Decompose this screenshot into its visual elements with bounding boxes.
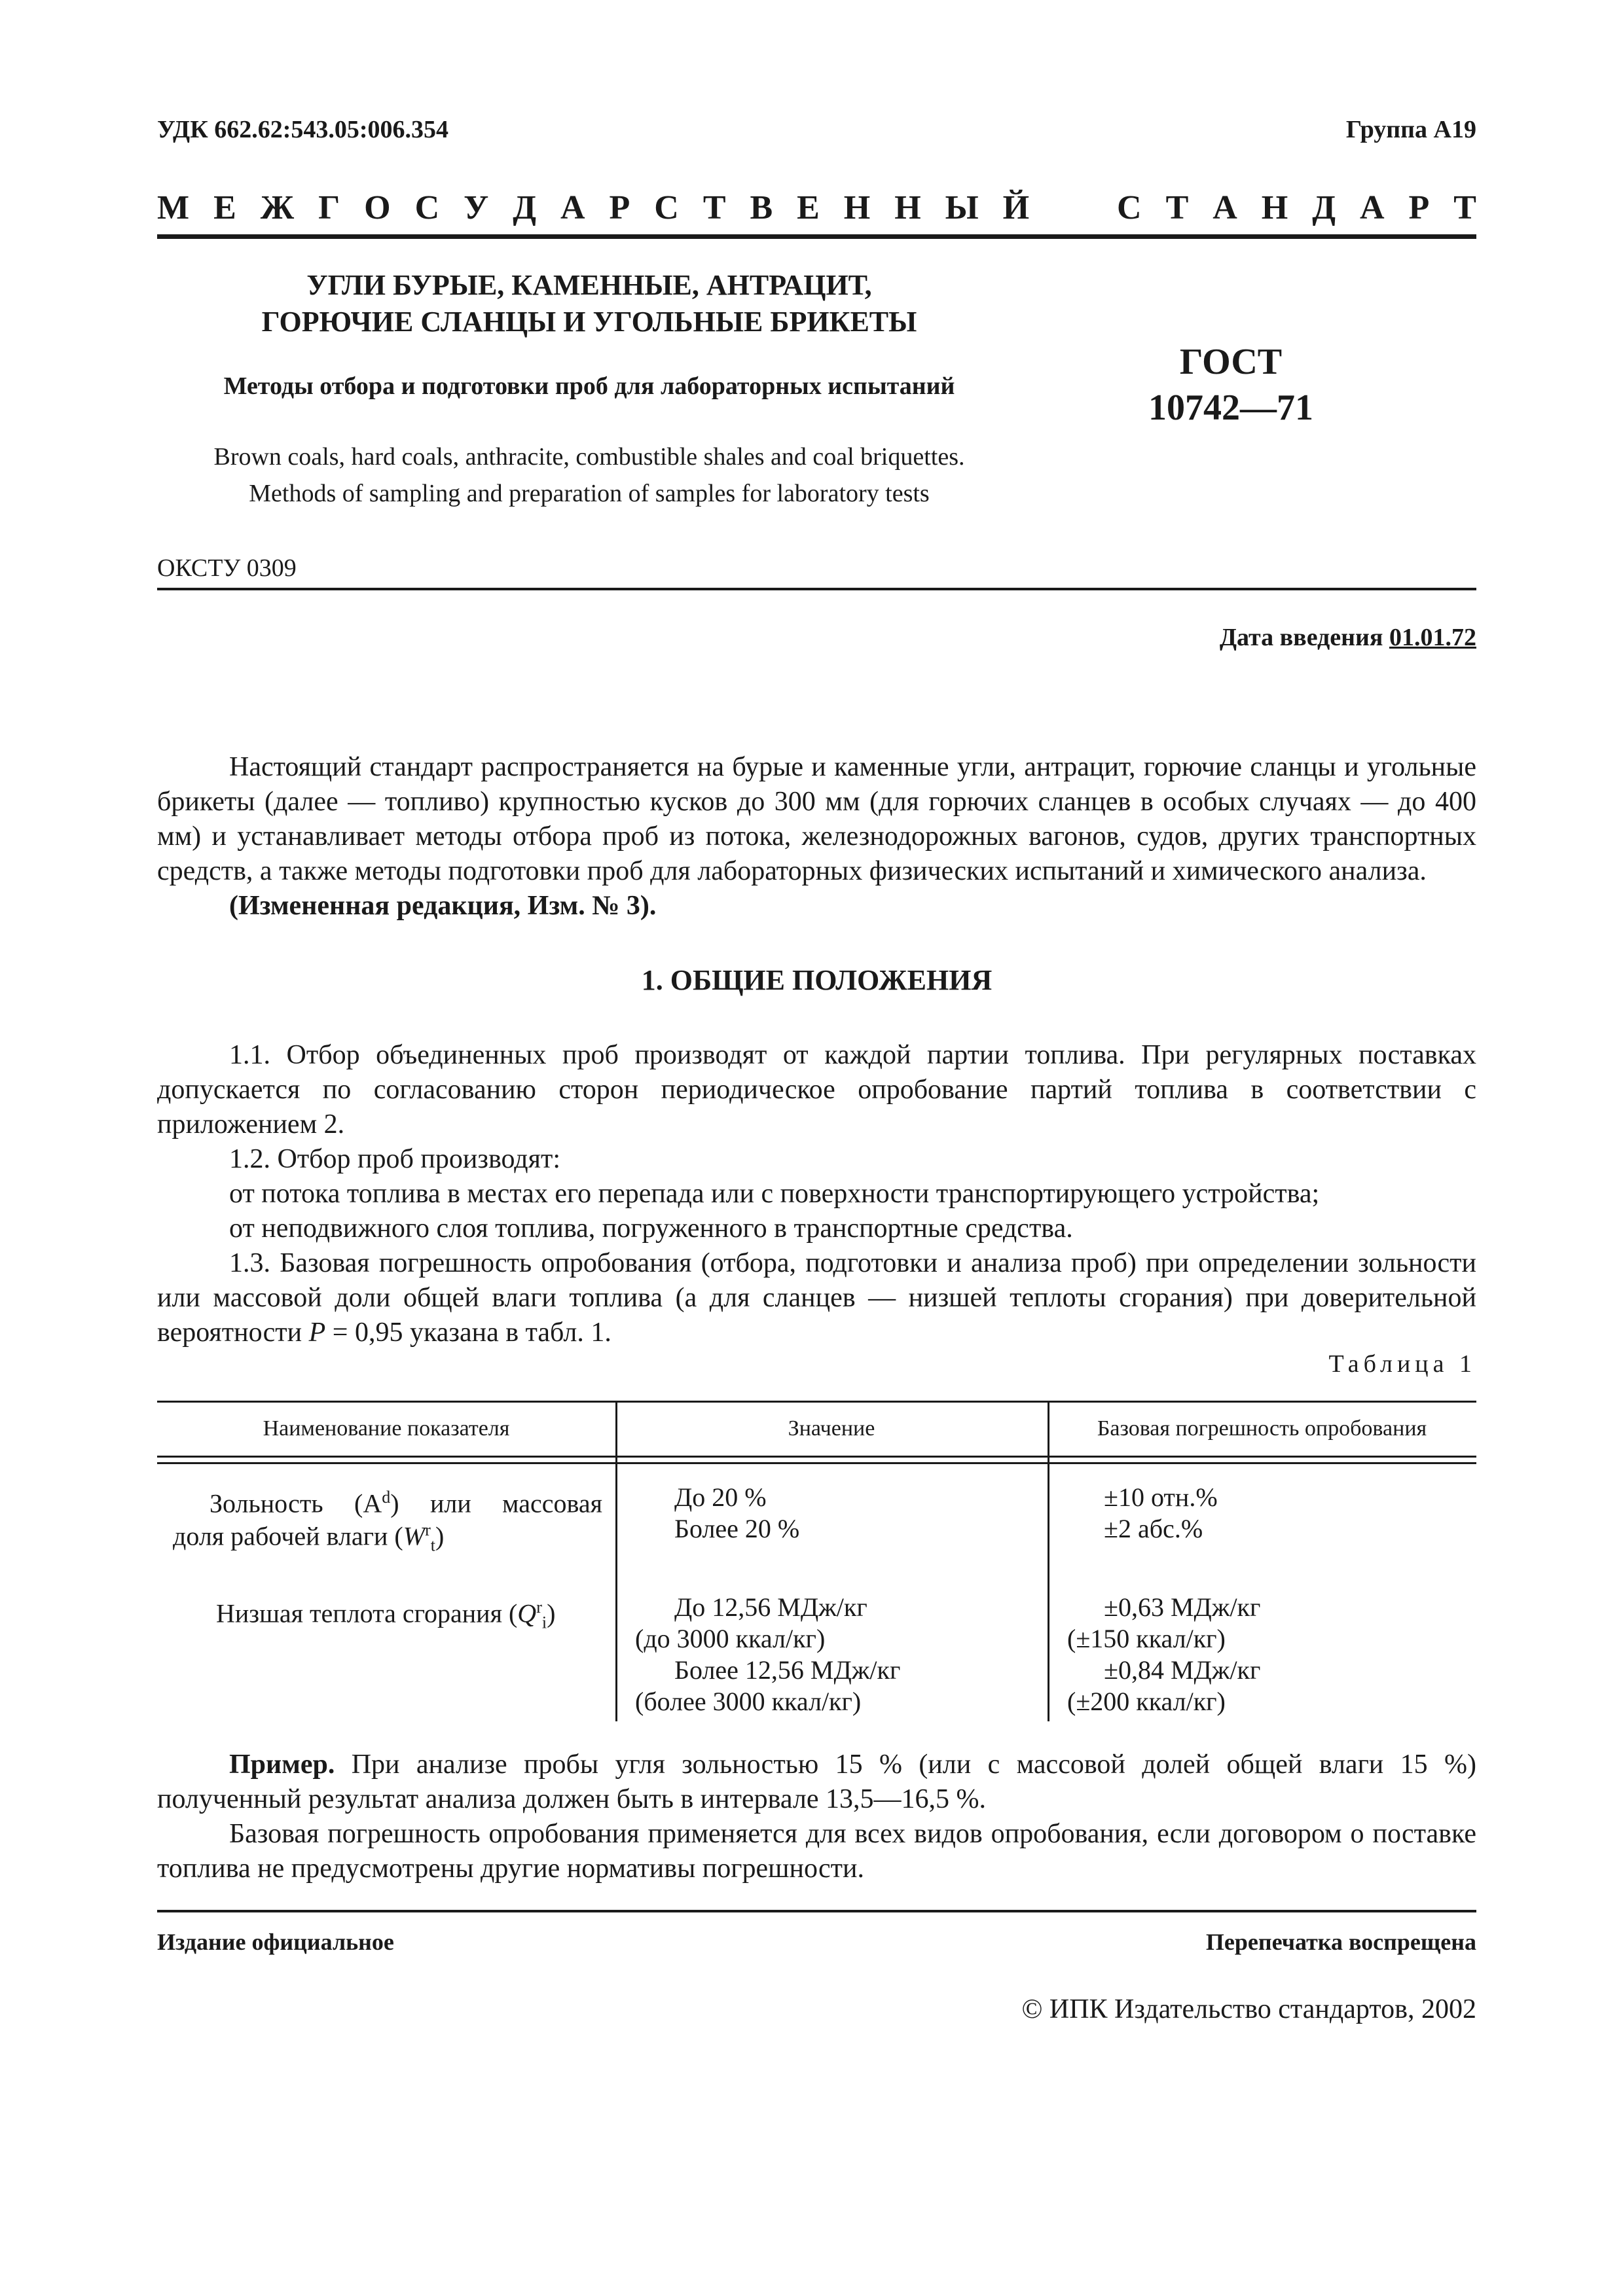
- row-2-values: [635, 1592, 900, 1717]
- row-1-name-line-2: [173, 1515, 618, 1561]
- amendment-note: (Измененная редакция, Изм. № 3).: [229, 891, 657, 921]
- table-top-rule: [157, 1401, 1476, 1403]
- row-2-value: Более 12,56 МДж/кг: [674, 1655, 901, 1685]
- banner-letter: Г: [318, 188, 340, 226]
- row-2-error: ±0,63 МДж/кг: [1104, 1592, 1261, 1622]
- title-line-1: УГЛИ БУРЫЕ, КАМЕННЫЕ, АНТРАЦИТ,: [306, 269, 872, 301]
- row-1-name-tail: ) или массовая: [390, 1488, 602, 1518]
- table-label: Таблица 1: [1328, 1350, 1476, 1378]
- banner-letter: Д: [513, 188, 537, 226]
- row-1-name-text: Зольность (A: [210, 1488, 382, 1518]
- row-2-error: (±200 ккал/кг): [1067, 1687, 1226, 1716]
- footer: [157, 1928, 1476, 1956]
- banner-letter: Т: [1165, 188, 1189, 226]
- banner-letter: Ж: [260, 188, 295, 226]
- table-header-rule: [157, 1456, 1476, 1458]
- ash-superscript: d: [382, 1488, 391, 1507]
- banner-letter: У: [464, 188, 489, 226]
- row-2-error: ±0,84 МДж/кг: [1104, 1655, 1261, 1685]
- okstu-rule: [157, 588, 1476, 590]
- intro-paragraph: Настоящий стандарт распространяется на бурые и каменные угли, антрацит, горючие сланцы и угольные брикеты (далее — топливо) крупностью кусков до 300 мм (для горючих сланцев в особых случаях — до 400 мм) и устанавливает методы отбора проб из потока, железнодорожных вагонов, судов, других транспортных средств, а также методы подготовки проб для лабораторных физических испытаний и химического анализа.: [157, 752, 1476, 886]
- document-subtitle: Методы отбора и подготовки проб для лабораторных испытаний: [223, 372, 955, 400]
- row-2-value: До 12,56 МДж/кг: [674, 1592, 867, 1622]
- table-header-value: Значение: [788, 1416, 875, 1441]
- paragraph-1-2-a: от потока топлива в местах его перепада или с поверхности транспортирующего устройства;: [229, 1179, 1320, 1209]
- banner-letter: В: [750, 188, 773, 226]
- row-2-value: (до 3000 ккал/кг): [635, 1624, 826, 1653]
- table-column-divider: [1048, 1401, 1049, 1721]
- group-code: Группа А19: [1345, 116, 1476, 143]
- moisture-symbol: W: [403, 1521, 426, 1551]
- row-2-name-text: Низшая теплота сгорания (: [216, 1598, 518, 1628]
- banner-letter: О: [364, 188, 391, 226]
- okstu-code: ОКСТУ 0309: [157, 554, 297, 582]
- moisture-subscript: t: [430, 1535, 435, 1555]
- row-2-name: [216, 1592, 555, 1638]
- example-paragraph: [157, 1748, 1476, 1817]
- copyright: © ИПК Издательство стандартов, 2002: [1021, 1994, 1476, 2024]
- row-2-error: (±150 ккал/кг): [1067, 1624, 1226, 1653]
- row-1-values: [674, 1482, 799, 1545]
- footer-rule: [157, 1910, 1476, 1912]
- title-line-2: ГОРЮЧИЕ СЛАНЦЫ И УГОЛЬНЫЕ БРИКЕТЫ: [261, 306, 917, 338]
- table-header-rule-double: [157, 1462, 1476, 1464]
- paragraph-1-3-tail: = 0,95 указана в табл. 1.: [325, 1318, 611, 1348]
- english-title-line-1: Brown coals, hard coals, anthracite, combustible shales and coal briquettes.: [213, 443, 965, 471]
- paragraph-1-3: [157, 1246, 1476, 1350]
- row-1-value: До 20 %: [674, 1482, 767, 1512]
- gost-number: 10742—71: [1148, 387, 1313, 428]
- banner-letter: С: [1117, 188, 1142, 226]
- banner-letter: Й: [1002, 188, 1030, 226]
- row-2-value: (более 3000 ккал/кг): [635, 1687, 862, 1716]
- gost-label: ГОСТ: [1179, 342, 1283, 382]
- banner-rule: [157, 234, 1476, 239]
- banner-letter: Н: [1261, 188, 1288, 226]
- table-1: [157, 1401, 1476, 1721]
- english-title-line-2: Methods of sampling and preparation of samples for laboratory tests: [249, 480, 930, 507]
- banner-letter: Р: [1408, 188, 1430, 226]
- row-2-name-tail: ): [547, 1598, 556, 1628]
- row-1-errors: [1104, 1482, 1218, 1545]
- row-1-value: Более 20 %: [674, 1514, 800, 1543]
- heat-subscript: i: [541, 1613, 547, 1632]
- section-1-body: [157, 1038, 1476, 1350]
- banner-letter: Е: [797, 188, 820, 226]
- gost-number-block: [1087, 339, 1375, 431]
- banner-letter: А: [1213, 188, 1237, 226]
- row-2-errors: [1067, 1592, 1260, 1717]
- table-header-name: Наименование показателя: [263, 1416, 510, 1441]
- intro-date-value: 01.01.72: [1389, 624, 1476, 651]
- probability-symbol: P: [308, 1318, 326, 1348]
- paragraph-1-3-text: 1.3. Базовая погрешность опробования (отбора, подготовки и анализа проб) при определении зольности или массовой доли общей влаги топлива (а для сланцев — низшей теплоты сгорания) при доверительной вероятности: [157, 1248, 1476, 1348]
- banner-letter: М: [157, 188, 190, 226]
- banner-letter: Т: [702, 188, 726, 226]
- reprint-prohibited: Перепечатка воспрещена: [1205, 1929, 1476, 1955]
- intro-section: [157, 750, 1476, 924]
- english-title: [157, 439, 1021, 512]
- document-title: [157, 267, 1021, 340]
- example-section: [157, 1748, 1476, 1886]
- intro-date: [1220, 623, 1476, 652]
- banner-letter: Р: [609, 188, 630, 226]
- section-heading: 1. ОБЩИЕ ПОЛОЖЕНИЯ: [641, 964, 993, 996]
- banner-letter: Т: [1453, 188, 1476, 226]
- closing-paragraph: Базовая погрешность опробования применяется для всех видов опробования, если договором о поставке топлива не предусмотрены другие нормативы погрешности.: [157, 1819, 1476, 1884]
- heat-symbol: Q: [517, 1598, 537, 1628]
- row-1-name-line-1: [210, 1482, 602, 1519]
- example-text: При анализе пробы угля зольностью 15 % (или с массовой долей общей влаги 15 %) полученный результат анализа должен быть в интервале 13,5—16,5 %.: [157, 1749, 1476, 1814]
- banner-letter: А: [560, 188, 585, 226]
- paragraph-1-1: 1.1. Отбор объединенных проб производят от каждой партии топлива. При регулярных поставках допускается по согласованию сторон периодическое опробование партий топлива в соответствии с приложением 2.: [157, 1040, 1476, 1139]
- row-1-moisture-tail: ): [435, 1521, 445, 1551]
- banner-letter: Д: [1312, 188, 1336, 226]
- banner-letter: С: [414, 188, 440, 226]
- heat-superscript: r: [536, 1598, 542, 1617]
- udk-code: УДК 662.62:543.05:006.354: [157, 116, 449, 143]
- banner-letter: Н: [894, 188, 921, 226]
- row-1-moisture-text: доля рабочей влаги (: [173, 1521, 403, 1551]
- banner-letter: С: [654, 188, 679, 226]
- official-edition: Издание официальное: [157, 1929, 394, 1955]
- standard-banner: [157, 185, 1476, 230]
- banner-letter: Ы: [945, 188, 979, 226]
- banner-letter: А: [1359, 188, 1385, 226]
- moisture-superscript: r: [425, 1520, 431, 1539]
- row-1-error: ±10 отн.%: [1104, 1482, 1218, 1512]
- intro-date-label: Дата введения: [1219, 624, 1383, 651]
- example-label: Пример.: [229, 1749, 335, 1780]
- banner-letter: Е: [213, 188, 236, 226]
- row-1-error: ±2 абс.%: [1104, 1514, 1203, 1543]
- table-header-error: Базовая погрешность опробования: [1097, 1416, 1427, 1441]
- paragraph-1-2: 1.2. Отбор проб производят:: [229, 1144, 560, 1174]
- banner-letter: Н: [843, 188, 871, 226]
- paragraph-1-2-b: от неподвижного слоя топлива, погруженного в транспортные средства.: [229, 1213, 1073, 1244]
